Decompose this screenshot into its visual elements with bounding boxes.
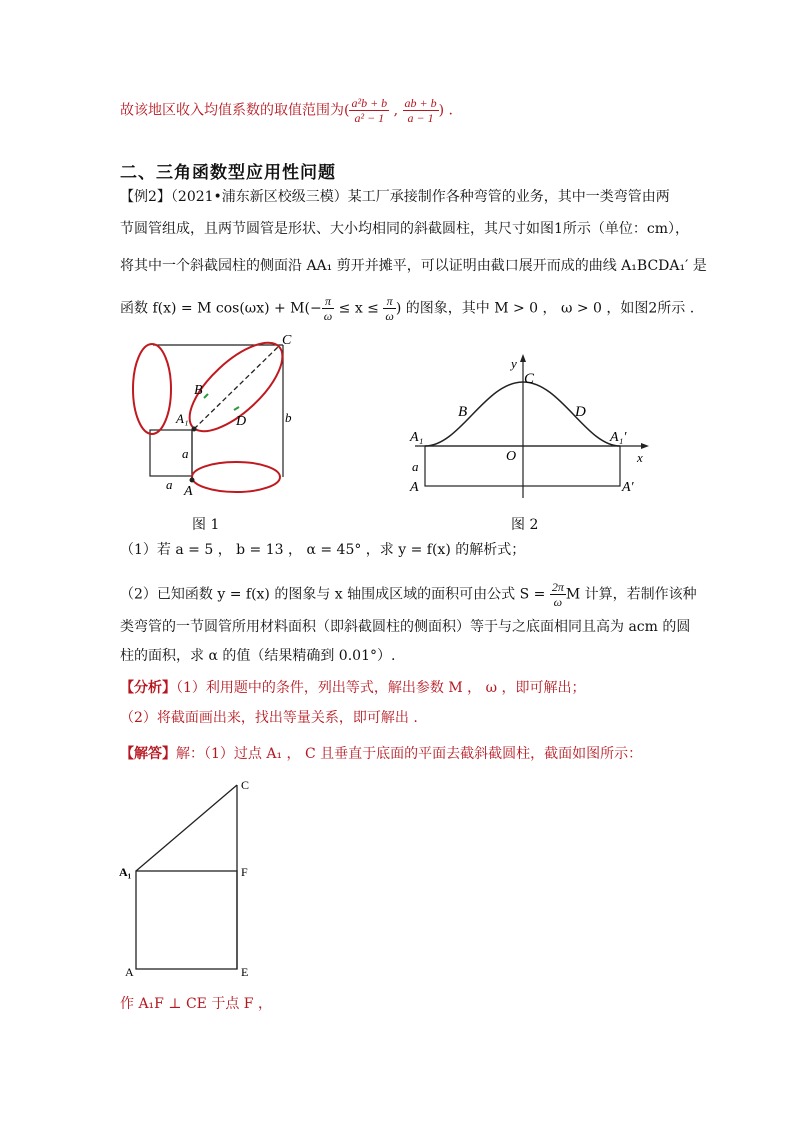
section-title: 二、三角函数型应用性问题: [120, 163, 336, 183]
fig1-caption: 图 1: [192, 517, 220, 533]
example-line-3: 将其中一个斜截园柱的侧面沿 AA₁ 剪开并摊平，可以证明由截口展开而成的曲线 A₁BCDA₁′ 是: [120, 258, 707, 274]
fig1-label-D: D: [236, 414, 247, 429]
figure-3: [115, 775, 265, 985]
conclusion-line: 故该地区收入均值系数的取值范围为( $\frac{\text{a²b + b}}{\text{a² − 1}}$ , $\frac{ab + b}{a - 1}$ ) .: [120, 96, 454, 125]
question-2-line-2: 类弯管的一节圆管所用材料面积（即斜截圆柱的侧面积）等于与之底面相同且高为 acm 的圆: [120, 619, 691, 635]
fig3-label-F: F: [241, 865, 248, 879]
fraction-2: $\frac{ab + b}{a - 1}$: [404, 96, 437, 125]
fig2-label-a: a: [412, 459, 419, 474]
fig2-label-x: x: [637, 450, 643, 465]
fig1-label-A: A: [184, 484, 193, 499]
conclusion-text: 故该地区收入均值系数的取值范围为(: [120, 102, 350, 119]
fig2-label-C: C: [524, 371, 535, 387]
fig2-label-A1-prime: A₁′: [610, 430, 627, 445]
fig2-caption: 图 2: [511, 517, 539, 533]
fig2-label-A: A: [410, 480, 419, 495]
fig1-label-a-left: a: [182, 446, 189, 461]
fig3-label-A1: A₁: [119, 865, 132, 879]
fig1-label-C: C: [282, 333, 292, 348]
fig1-label-B: B: [194, 383, 203, 398]
question-2-line-1: （2）已知函数 y = f(x) 的图象与 x 轴围成区域的面积可由公式 S = $\frac{2\pi}{\omega}$ M 计算，若制作该种: [120, 580, 697, 609]
question-1: （1）若 a = 5 ， b = 13 ， α = 45° ，求 y = f(x) 的解析式；: [120, 542, 526, 558]
fig2-label-A1: A₁: [410, 430, 424, 445]
analysis-line-2: （2）将截面画出来，找出等量关系，即可解出 .: [120, 710, 418, 726]
example-line-4: 函数 f(x) = M cos(ωx) + M(− $\frac{\pi}{\omega}$ ≤ x ≤ $\frac{\pi}{\omega}$ ) 的图象，其中 M > 0 ， ω > 0 ，如图2所示 .: [120, 294, 695, 323]
fig3-label-A: A: [125, 965, 134, 979]
analysis-line-1: 【分析】（1）利用题中的条件，列出等式，解出参数 M ， ω ，即可解出；: [120, 680, 586, 696]
example-line-2: 节圆管组成，且两节圆管是形状、大小均相同的斜截圆柱，其尺寸如图1所示（单位：cm），: [120, 221, 690, 237]
fig2-label-B: B: [458, 404, 468, 420]
fig1-label-A1: A₁: [176, 411, 189, 426]
fig2-label-A-prime: A′: [622, 480, 634, 495]
fig3-label-C: C: [241, 778, 250, 792]
answer-line-1: 【解答】解：（1）过点 A₁ ， C 且垂直于底面的平面去截斜截圆柱，截面如图所示：: [120, 746, 643, 762]
fig2-label-D: D: [575, 404, 586, 420]
fig1-label-a-bottom: a: [166, 477, 173, 492]
fig3-label-E: E: [241, 965, 249, 979]
figure-2: [405, 350, 655, 500]
fig2-label-O: O: [506, 449, 517, 464]
fraction-1: $\frac{\text{a²b + b}}{\text{a² − 1}}$: [351, 96, 388, 125]
fig1-label-b: b: [285, 410, 292, 425]
example-line-1: 【例2】（2021•浦东新区校级三模）某工厂承接制作各种弯管的业务，其中一类弯管由两: [120, 189, 670, 205]
figure-1: [118, 330, 318, 505]
final-line: 作 A₁F ⊥ CE 于点 F ，: [120, 996, 272, 1012]
question-2-line-3: 柱的面积，求 α 的值（结果精确到 0.01°）.: [120, 648, 396, 664]
fig2-label-y: y: [511, 356, 517, 371]
